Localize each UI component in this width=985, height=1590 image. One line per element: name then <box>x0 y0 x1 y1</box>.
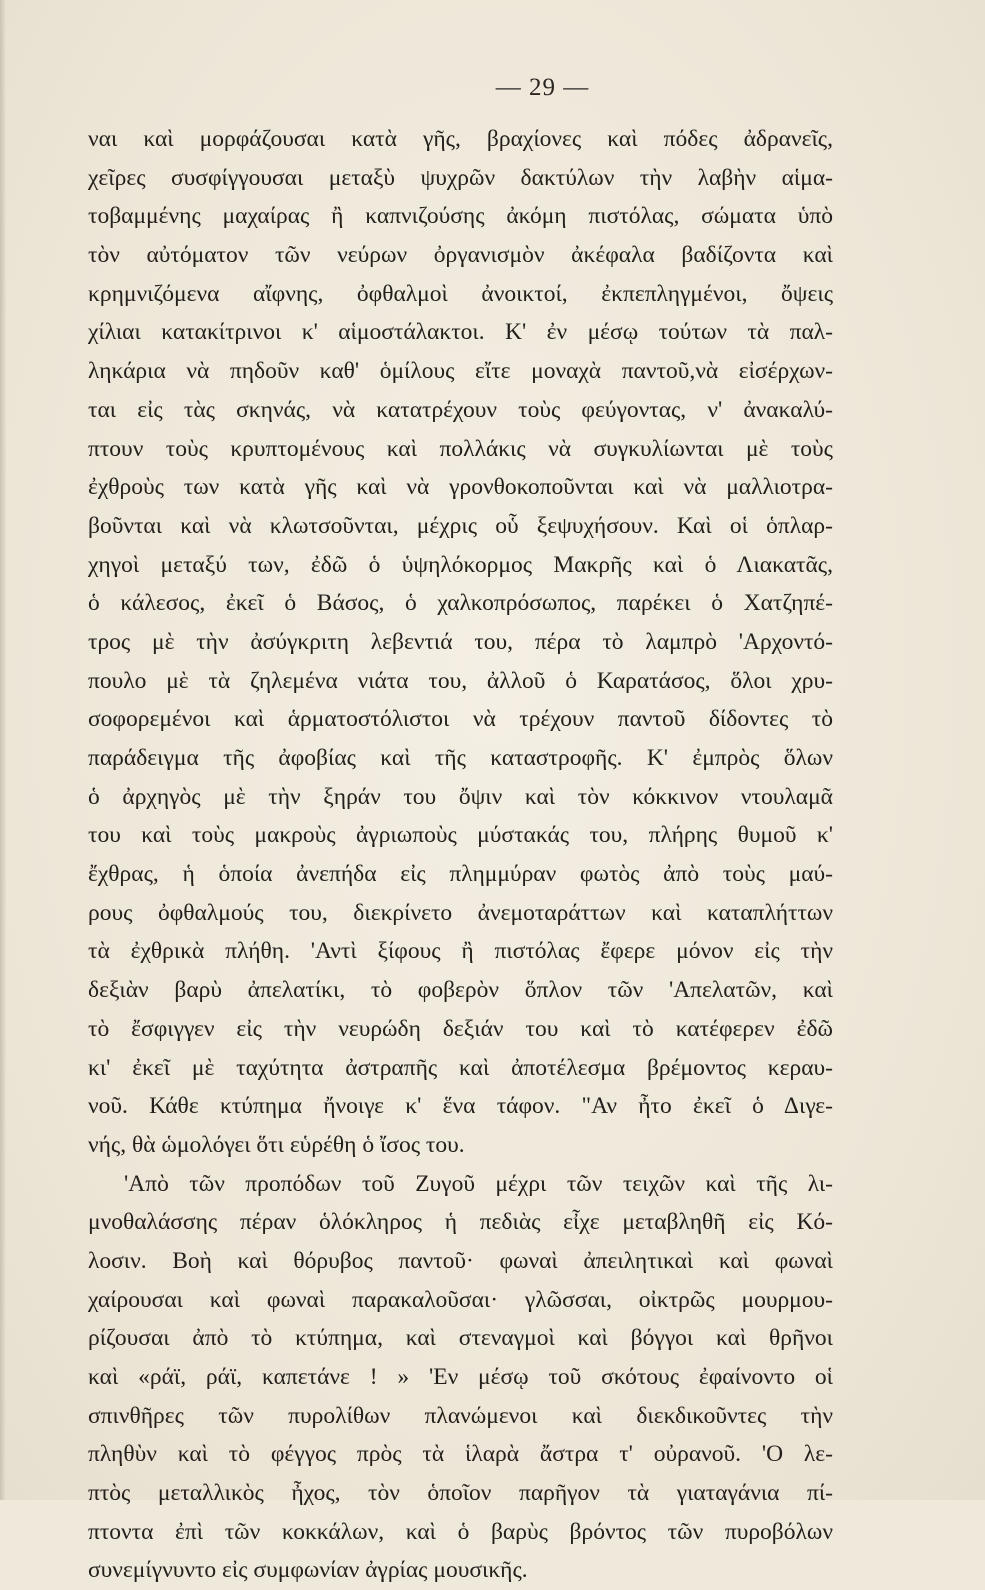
text-line: ὁ κάλεσος, ἐκεῖ ὁ Βάσος, ὁ χαλκοπρόσωπος, παρέκει ὁ Χατζηπέ- <box>88 590 833 617</box>
text-line: ται εἰς τὰς σκηνάς, νὰ κατατρέχουν τοὺς φεύγοντας, ν' ἀνακαλύ- <box>88 396 833 423</box>
text-line: παράδειγμα τῆς ἀφοβίας καὶ τῆς καταστροφῆς. Κ' ἐμπρὸς ὅλων <box>88 745 833 771</box>
text-line: πληθὺν καὶ τὸ φέγγος πρὸς τὰ ἱλαρὰ ἄστρα τ' οὐρανοῦ. 'Ο λε- <box>88 1441 833 1468</box>
text-line: πτὸς μεταλλικὸς ἦχος, τὸν ὁποῖον παρῆγον τὰ γιαταγάνια πί- <box>88 1480 833 1507</box>
text-line: ἐχθροὺς των κατὰ γῆς καὶ νὰ γρονθοκοποῦνται καὶ νὰ μαλλιοτρα- <box>88 474 833 501</box>
text-line: ἔχθρας, ἡ ὁποία ἀνεπήδα εἰς πλημμύραν φωτὸς ἀπὸ τοὺς μαύ- <box>88 861 833 888</box>
text-line: τὰ ἐχθρικὰ πλήθη. 'Αντὶ ξίφους ἢ πιστόλας ἔφερε μόνον εἰς τὴν <box>88 938 833 965</box>
text-line: χαίρουσαι καὶ φωναὶ παρακαλοῦσαι· γλῶσσαι, οἰκτρῶς μουρμου- <box>88 1286 833 1313</box>
text-line: συνεμίγνυντο εἰς συμφωνίαν ἀγρίας μουσικῆς. <box>88 1557 528 1584</box>
paragraph <box>88 1165 833 1590</box>
text-line: καὶ «ράϊ, ράϊ, καπετάνε ! » 'Εν μέσῳ τοῦ σκότους ἐφαίνοντο οἱ <box>88 1364 833 1390</box>
text-line: πτουν τοὺς κρυπτομένους καὶ πολλάκις νὰ συγκυλίωνται μὲ τοὺς <box>88 435 833 462</box>
text-line: χεῖρες συσφίγγουσαι μεταξὺ ψυχρῶν δακτύλων τὴν λαβὴν αἱμα- <box>88 164 833 191</box>
text-line: 'Απὸ τῶν προπόδων τοῦ Ζυγοῦ μέχρι τῶν τειχῶν καὶ τῆς λι- <box>124 1170 833 1197</box>
text-line: του καὶ τοὺς μακροὺς ἀγριωποὺς μύστακάς του, πλήρης θυμοῦ κ' <box>88 822 833 849</box>
body-text <box>88 120 833 1590</box>
text-line: νοῦ. Κάθε κτύπημα ἤνοιγε κ' ἕνα τάφον. "Αν ἦτο ἐκεῖ ὁ Διγε- <box>88 1093 833 1120</box>
page-number <box>0 74 985 102</box>
text-line: ρους ὀφθαλμούς του, διεκρίνετο ἀνεμοταράττων καὶ καταπλήττων <box>88 899 833 926</box>
text-line: ρίζουσαι ἀπὸ τὸ κτύπημα, καὶ στεναγμοὶ καὶ βόγγοι καὶ θρῆνοι <box>88 1325 833 1352</box>
text-line: χηγοὶ μεταξύ των, ἐδῶ ὁ ὑψηλόκορμος Μακρῆς καὶ ὁ Λιακατᾶς, <box>88 551 833 578</box>
text-line: πτοντα ἐπὶ τῶν κοκκάλων, καὶ ὁ βαρὺς βρόντος τῶν πυροβόλων <box>88 1518 833 1545</box>
text-line: χίλιαι κατακίτρινοι κ' αἱμοστάλακτοι. Κ' ἐν μέσῳ τούτων τὰ παλ- <box>88 319 833 346</box>
text-line: σπινθῆρες τῶν πυρολίθων πλανώμενοι καὶ διεκδικοῦντες τὴν <box>88 1402 833 1429</box>
text-line: κι' ἐκεῖ μὲ ταχύτητα ἀστραπῆς καὶ ἀποτέλεσμα βρέμοντος κεραυ- <box>88 1054 833 1081</box>
text-line: σοφορεμένοι καὶ ἁρματοστόλιστοι νὰ τρέχουν παντοῦ δίδοντες τὸ <box>88 706 833 733</box>
page-number-text: — 29 — <box>495 74 590 101</box>
text-line: τὸ ἔσφιγγεν εἰς τὴν νευρώδη δεξιάν του καὶ τὸ κατέφερεν ἐδῶ <box>88 1015 833 1042</box>
text-line: μνοθαλάσσης πέραν ὁλόκληρος ἡ πεδιὰς εἶχε μεταβληθῆ εἰς Κό- <box>88 1209 833 1236</box>
text-line: κρημνιζόμενα αἴφνης, ὀφθαλμοὶ ἀνοικτοί, ἐκπεπληγμένοι, ὄψεις <box>88 280 833 307</box>
page-binding-edge <box>0 0 6 1500</box>
paragraph <box>88 120 833 1165</box>
text-line: τρος μὲ τὴν ἀσύγκριτη λεβεντιά του, πέρα τὸ λαμπρὸ 'Αρχοντό- <box>88 628 833 655</box>
text-line: πουλο μὲ τὰ ζηλεμένα νιάτα του, ἀλλοῦ ὁ Καρατάσος, ὅλοι χρυ- <box>88 667 833 694</box>
text-line: δεξιὰν βαρὺ ἀπελατίκι, τὸ φοβερὸν ὅπλον τῶν 'Απελατῶν, καὶ <box>88 977 833 1004</box>
text-line: νής, θὰ ὡμολόγει ὅτι εὑρέθη ὁ ἴσος του. <box>88 1131 465 1158</box>
text-line: τοβαμμένης μαχαίρας ἢ καπνιζούσης ἀκόμη πιστόλας, σώματα ὑπὸ <box>88 203 833 230</box>
text-line: ὁ ἀρχηγὸς μὲ τὴν ξηράν του ὄψιν καὶ τὸν κόκκινον ντουλαμᾶ <box>88 783 833 810</box>
text-line: ναι καὶ μορφάζουσαι κατὰ γῆς, βραχίονες καὶ πόδες ἀδρανεῖς, <box>88 126 833 152</box>
text-line: ληκάρια νὰ πηδοῦν καθ' ὁμίλους εἴτε μοναχὰ παντοῦ,νὰ εἰσέρχων- <box>88 358 833 385</box>
text-line: λοσιν. Βοὴ καὶ θόρυβος παντοῦ· φωναὶ ἀπειλητικαὶ καὶ φωναὶ <box>88 1247 833 1274</box>
text-line: βοῦνται καὶ νὰ κλωτσοῦνται, μέχρις οὗ ξεψυχήσουν. Καὶ οἱ ὁπλαρ- <box>88 512 833 539</box>
text-line: τὸν αὐτόματον τῶν νεύρων ὀργανισμὸν ἀκέφαλα βαδίζοντα καὶ <box>88 242 833 269</box>
